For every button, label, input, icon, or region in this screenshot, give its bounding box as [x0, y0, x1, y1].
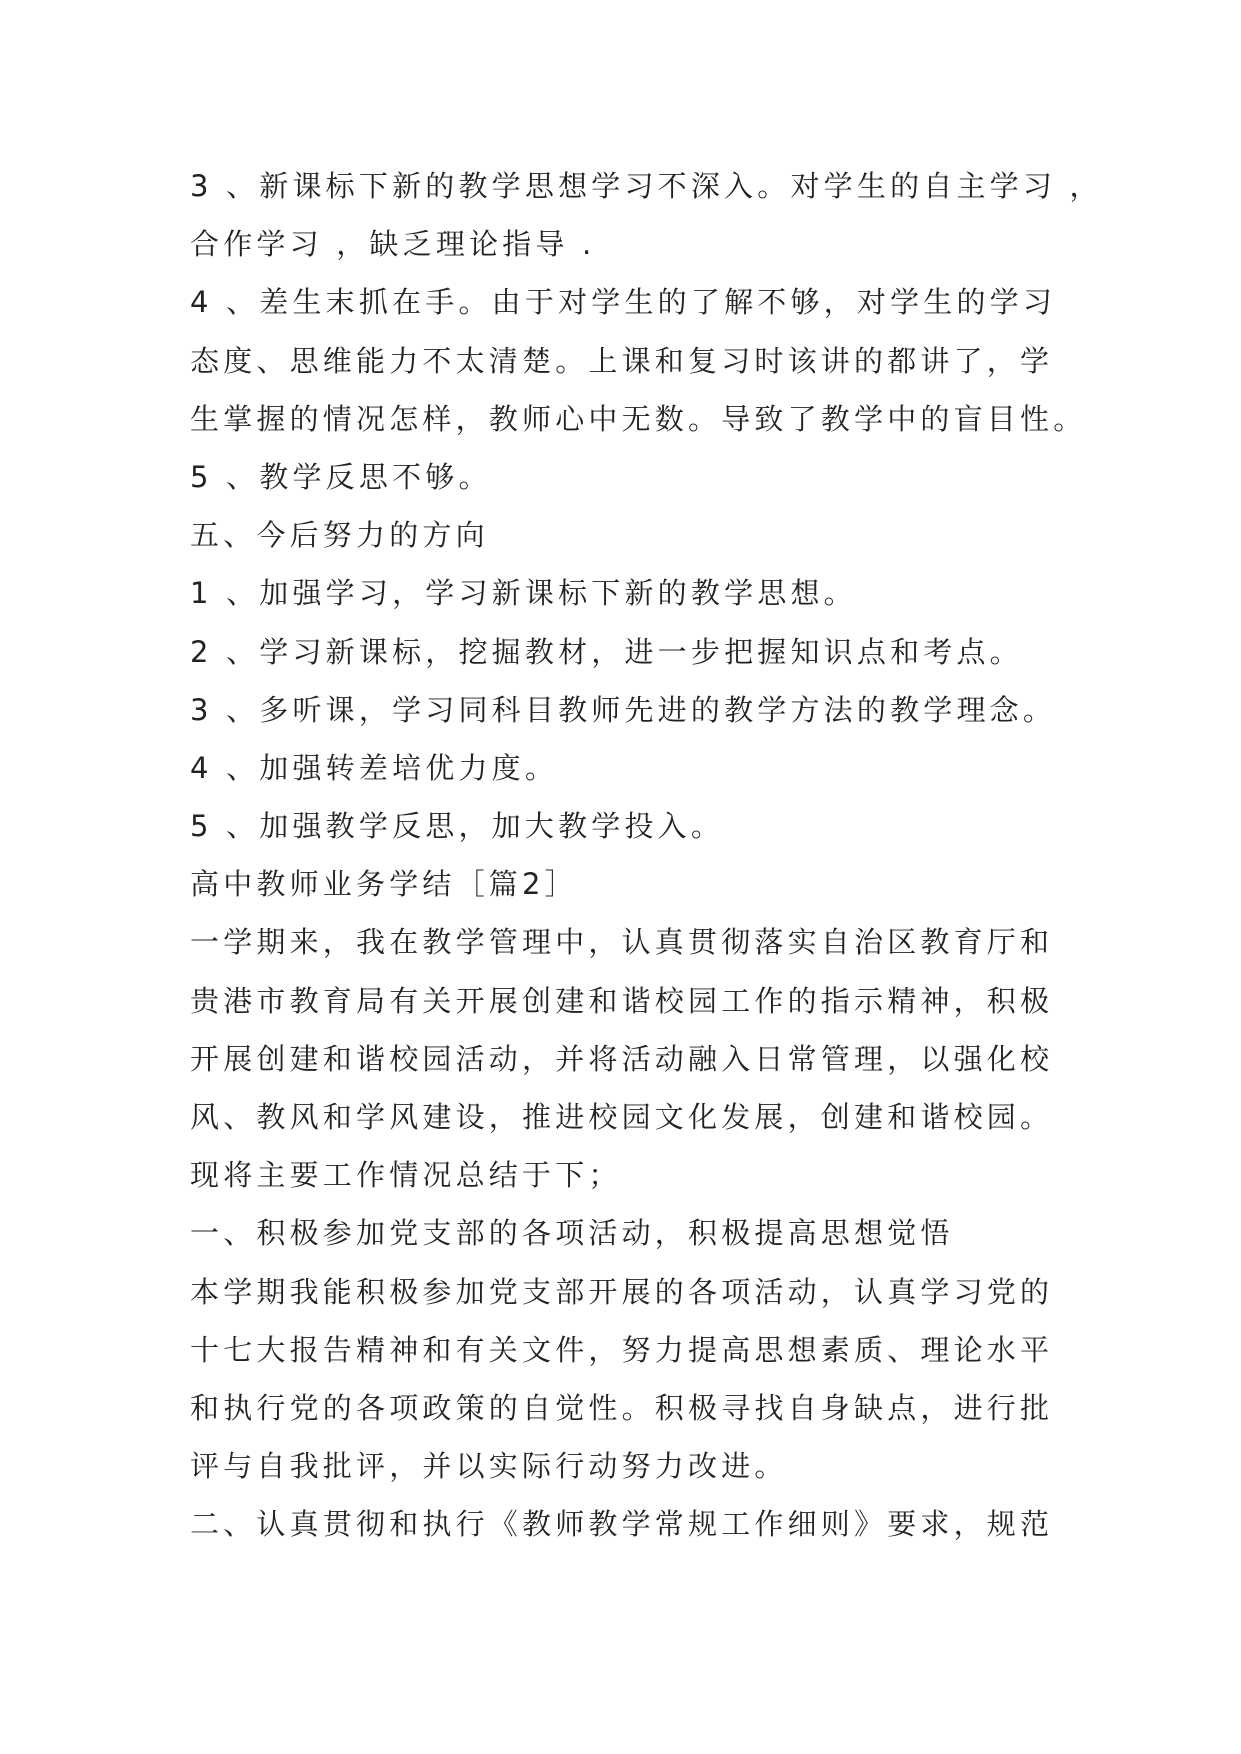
- text-line: 评与自我批评，并以实际行动努力改进。: [190, 1449, 788, 1484]
- section-heading: 五、今后努力的方向: [190, 518, 489, 553]
- text-line: 生掌握的情况怎样，教师心中无数。导致了教学中的盲目性。: [190, 401, 1087, 436]
- text-line: 现将主要工作情况总结于下；: [190, 1158, 622, 1193]
- text-line: 十七大报告精神和有关文件，努力提高思想素质、理论水平: [190, 1332, 1054, 1367]
- text-line: 合作学习 ，缺乏理论指导 .: [190, 227, 596, 262]
- text-line: 态度、思维能力不太清楚。上课和复习时该讲的都讲了，学: [190, 343, 1054, 378]
- text-line: 1 、加强学习，学习新课标下新的教学思想。: [190, 576, 857, 611]
- section-heading: 一、积极参加党支部的各项活动，积极提高思想觉悟: [190, 1216, 954, 1251]
- text-line: 一学期来，我在教学管理中，认真贯彻落实自治区教育厅和: [190, 925, 1054, 960]
- text-line: 3 、新课标下新的教学思想学习不深入。对学生的自主学习 ，: [190, 169, 1103, 203]
- section-heading: 二、认真贯彻和执行《教师教学常规工作细则》要求，规范: [190, 1507, 1054, 1542]
- text-line: 开展创建和谐校园活动，并将活动融入日常管理，以强化校: [190, 1041, 1054, 1076]
- text-line: 4 、差生末抓在手。由于对学生的了解不够，对学生的学习: [190, 285, 1057, 320]
- document-body: [190, 157, 1103, 1554]
- article-title: 高中教师业务学结［篇2］: [190, 867, 578, 902]
- text-line: 风、教风和学风建设，推进校园文化发展，创建和谐校园。: [190, 1100, 1054, 1134]
- text-line: 2 、学习新课标，挖掘教材，进一步把握知识点和考点。: [190, 634, 1023, 669]
- text-line: 贵港市教育局有关开展创建和谐校园工作的指示精神，积极: [190, 983, 1054, 1018]
- text-line: 和执行党的各项政策的自觉性。积极寻找自身缺点，进行批: [190, 1390, 1054, 1425]
- text-line: 4 、加强转差培优力度。: [190, 750, 559, 785]
- text-line: 5 、加强教学反思，加大教学投入。: [190, 809, 725, 844]
- text-line: 本学期我能积极参加党支部开展的各项活动，认真学习党的: [190, 1274, 1054, 1309]
- text-line: 5 、教学反思不够。: [190, 459, 492, 494]
- text-line: 3 、多听课，学习同科目教师先进的教学方法的教学理念。: [190, 692, 1057, 727]
